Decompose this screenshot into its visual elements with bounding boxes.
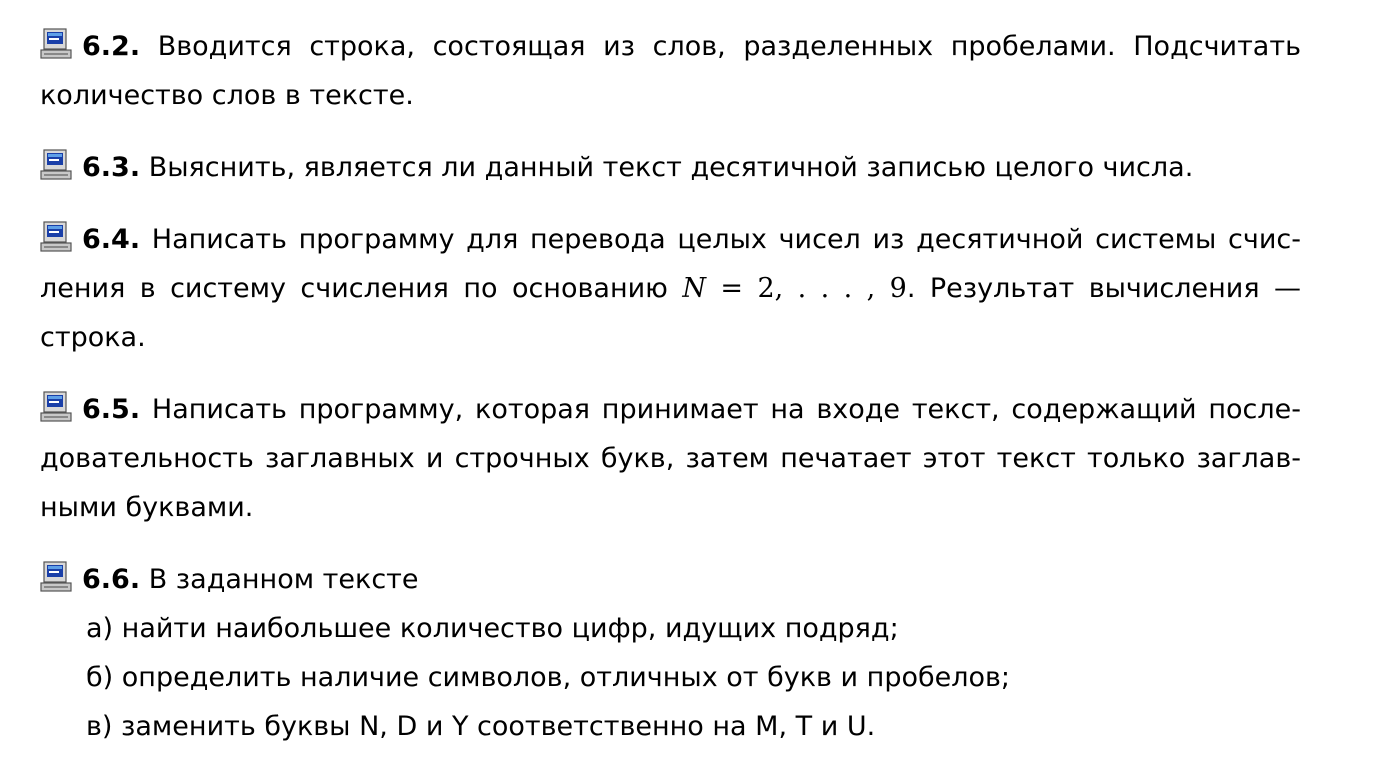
sub-item	[40, 604, 1301, 653]
computer-icon[interactable]	[40, 149, 72, 181]
problem-text: Написать программу, которая принимает на входе текст, содержащий после-	[151, 394, 1301, 425]
math-equals: =	[720, 273, 743, 304]
problem-text: Выяснить, является ли данный текст десятичной записью целого числа.	[148, 152, 1194, 183]
problem-number: 6.2.	[82, 31, 141, 62]
problem-number: 6.5.	[82, 394, 141, 425]
problem-line	[40, 143, 1301, 192]
computer-icon[interactable]	[40, 561, 72, 593]
problem-6-4	[40, 215, 1301, 362]
problem-6-6	[40, 555, 1301, 751]
problem-text: Написать программу для перевода целых чисел из десятичной системы счис-	[151, 224, 1301, 255]
computer-icon[interactable]	[40, 28, 72, 60]
problem-line	[40, 264, 1301, 313]
computer-icon[interactable]	[40, 391, 72, 423]
problem-text: ными буквами.	[40, 492, 254, 523]
math-tail: .	[906, 273, 916, 304]
problem-line	[40, 22, 1301, 71]
problem-text: ления в систему счисления по основанию	[40, 273, 668, 304]
problem-number: 6.4.	[82, 224, 141, 255]
problem-text: В заданном тексте	[148, 564, 419, 595]
problem-6-5	[40, 385, 1301, 532]
problem-text: строка.	[40, 322, 146, 353]
problem-line	[40, 215, 1301, 264]
problem-text: Результат вычисления —	[929, 273, 1302, 304]
problem-text: довательность заглавных и строчных букв, затем печатает этот текст только заглав-	[40, 443, 1301, 474]
problem-text: Вводится строка, состоящая из слов, разделенных пробелами. Подсчитать	[157, 31, 1301, 62]
sub-item	[40, 702, 1301, 751]
math-range: 2, . . . , 9	[757, 273, 907, 304]
problem-number: 6.6.	[82, 564, 141, 595]
problem-number: 6.3.	[82, 152, 141, 183]
problem-line	[40, 483, 1301, 532]
math-expression	[682, 273, 907, 304]
sub-item-text: в) заменить буквы N, D и Y соответственно на M, T и U.	[86, 711, 876, 742]
sub-item-text: а) найти наибольшее количество цифр, идущих подряд;	[86, 613, 899, 644]
problem-line	[40, 313, 1301, 362]
problem-text: количество слов в тексте.	[40, 80, 414, 111]
problem-line	[40, 434, 1301, 483]
problem-line	[40, 385, 1301, 434]
problem-line	[40, 71, 1301, 120]
problem-line	[40, 555, 1301, 604]
sub-item-text: б) определить наличие символов, отличных от букв и пробелов;	[86, 662, 1011, 693]
sub-item	[40, 653, 1301, 702]
math-variable: N	[682, 273, 706, 304]
problem-6-2	[40, 22, 1301, 120]
computer-icon[interactable]	[40, 221, 72, 253]
problem-6-3	[40, 143, 1301, 192]
